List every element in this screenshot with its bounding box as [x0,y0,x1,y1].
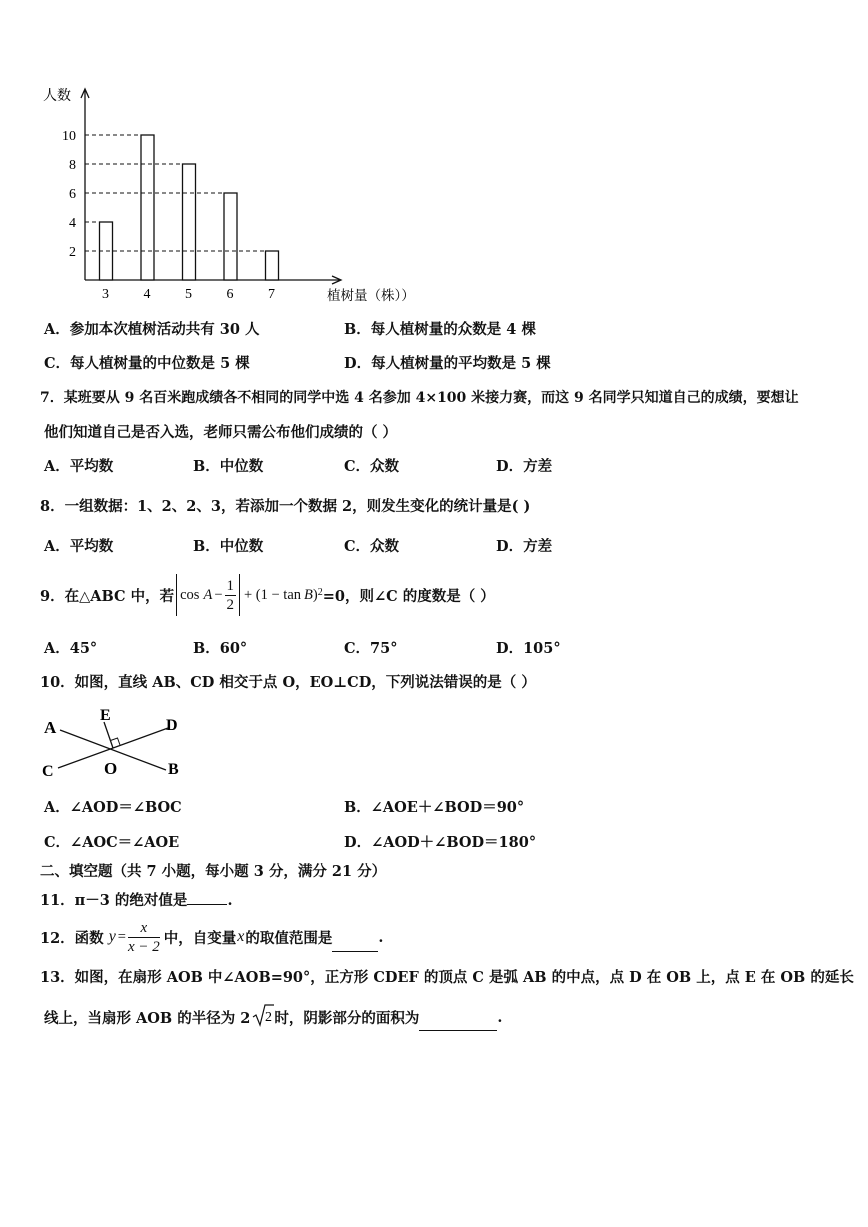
q8-stem: 8．一组数据：1、2、2、3，若添加一个数据 2，则发生变化的统计量是( ) [40,498,531,515]
q6-option-b: B．每人植树量的众数是 4 棵 [344,321,536,338]
label-c: C [42,763,54,780]
q11-answer-blank[interactable] [187,890,227,905]
q12-frac-den: x − 2 [127,938,160,955]
q7-option-c: C．众数 [344,458,400,475]
q12-answer-blank[interactable] [332,937,378,952]
q6-option-c: C．每人植树量的中位数是 5 棵 [44,355,250,372]
x-tick-5: 5 [185,287,192,302]
q12-frac-num: x [128,919,160,938]
q9-suffix: =0，则∠C 的度数是（ ） [322,587,495,605]
y-axis-label: 人数 [43,89,71,104]
q10-option-d: D．∠AOD＋∠BOD＝180° [344,834,537,851]
q11-stem [40,889,233,910]
q9-var-b: B [304,586,313,603]
q8-option-d: D．方差 [496,538,553,555]
label-o: O [104,759,118,778]
q11-end: . [227,892,233,909]
y-tick-2: 2 [69,245,76,260]
q6-option-d: D．每人植树量的平均数是 5 棵 [344,355,551,372]
q7-stem-line2: 他们知道自己是否入选，老师只需公布他们成绩的（ ） [44,424,398,441]
y-tick-10: 10 [62,129,76,144]
q12-stem [40,915,383,959]
label-b: B [168,761,179,778]
label-e: E [100,707,111,724]
y-tick-6: 6 [69,187,76,202]
bar-6 [224,193,237,280]
q10-option-c: C．∠AOC＝∠AOE [44,834,180,851]
q9-option-d: D．105° [496,640,561,657]
label-d: D [166,717,178,734]
q8-option-b: B．中位数 [193,538,264,555]
q9-frac-den: 2 [226,596,234,613]
q7-option-b: B．中位数 [193,458,264,475]
x-tick-7: 7 [268,287,275,302]
q8-option-c: C．众数 [344,538,400,555]
q13-stem-line2 [44,1003,502,1031]
q10-option-b: B．∠AOE＋∠BOD＝90° [344,799,525,816]
q7-option-a: A．平均数 [44,458,114,475]
q6-option-a: A．参加本次植树活动共有 30 人 [44,321,260,338]
q9-var-a: A [203,586,213,603]
q12-var-x: x [237,928,245,945]
q9-option-c: C．75° [344,640,398,657]
q12-fraction [128,919,160,956]
q12-end: . [378,928,384,946]
q12-suffix: 的取值范围是 [245,929,333,947]
q13-line2-mid: 时，阴影部分的面积为 [274,1009,420,1027]
q9-close-paren: ) [312,586,318,603]
q13-stem-line1: 13．如图，在扇形 AOB 中∠AOB=90°，正方形 CDEF 的顶点 C 是弧 AB 的中点，点 D 在 OB 上，点 E 在 OB 的延长 [40,969,854,986]
q8-option-a: A．平均数 [44,538,114,555]
x-axis-label: 植树量（株）） [327,288,415,303]
q7-stem-line1: 7．某班要从 9 名百米跑成绩各不相同的同学中选 4 名参加 4×100 米接力赛，而这 9 名同学只知道自己的成绩，要想让 [40,390,799,406]
q9-square: 2 [317,586,323,598]
q9-frac-num: 1 [226,577,234,594]
q12-prefix: 12．函数 [40,929,104,947]
q10-option-a: A．∠AOD＝∠BOC [44,799,182,816]
q9-stem [40,573,495,617]
x-tick-6: 6 [226,287,234,302]
y-tick-8: 8 [69,158,76,173]
q7-option-d: D．方差 [496,458,553,475]
q12-mid: 中，自变量 [163,929,237,947]
q9-option-b: B．60° [193,640,248,657]
q9-fraction [225,577,237,614]
q9-prefix: 9．在△ABC 中，若 [40,587,175,605]
bar-chart [40,82,440,310]
label-a: A [44,718,57,737]
abs-open-bar [176,574,177,616]
section-2-heading: 二、填空题（共 7 小题，每小题 3 分，满分 21 分） [40,863,387,880]
sqrt-radicand: 2 [265,1010,273,1025]
q9-minus: − [214,586,223,603]
q9-option-a: A．45° [44,640,98,657]
sqrt-glyph-icon [252,1003,274,1027]
q9-cos: cos [180,586,200,603]
abs-close-bar [239,574,240,616]
bar-4 [141,135,154,280]
q11-text: 11．π－3 的绝对值是 [40,892,188,909]
x-tick-3: 3 [102,287,109,302]
ray-oe [104,722,113,748]
q12-equals: = [117,928,126,945]
intersecting-lines-figure [38,700,198,788]
q10-stem: 10．如图，直线 AB、CD 相交于点 O，EO⊥CD，下列说法错误的是（ ） [40,674,536,691]
x-tick-4: 4 [143,287,151,302]
q13-answer-blank[interactable] [419,1016,497,1031]
q12-var-y: y [108,928,116,945]
q13-line2-start: 线上，当扇形 AOB 的半径为 2 [44,1009,251,1027]
q13-end: . [497,1008,503,1026]
y-tick-4: 4 [69,216,76,231]
bar-7 [266,251,279,280]
bar-5 [183,164,196,280]
sqrt-sign [252,1003,274,1031]
q9-mid: + (1 − tan [244,586,302,603]
